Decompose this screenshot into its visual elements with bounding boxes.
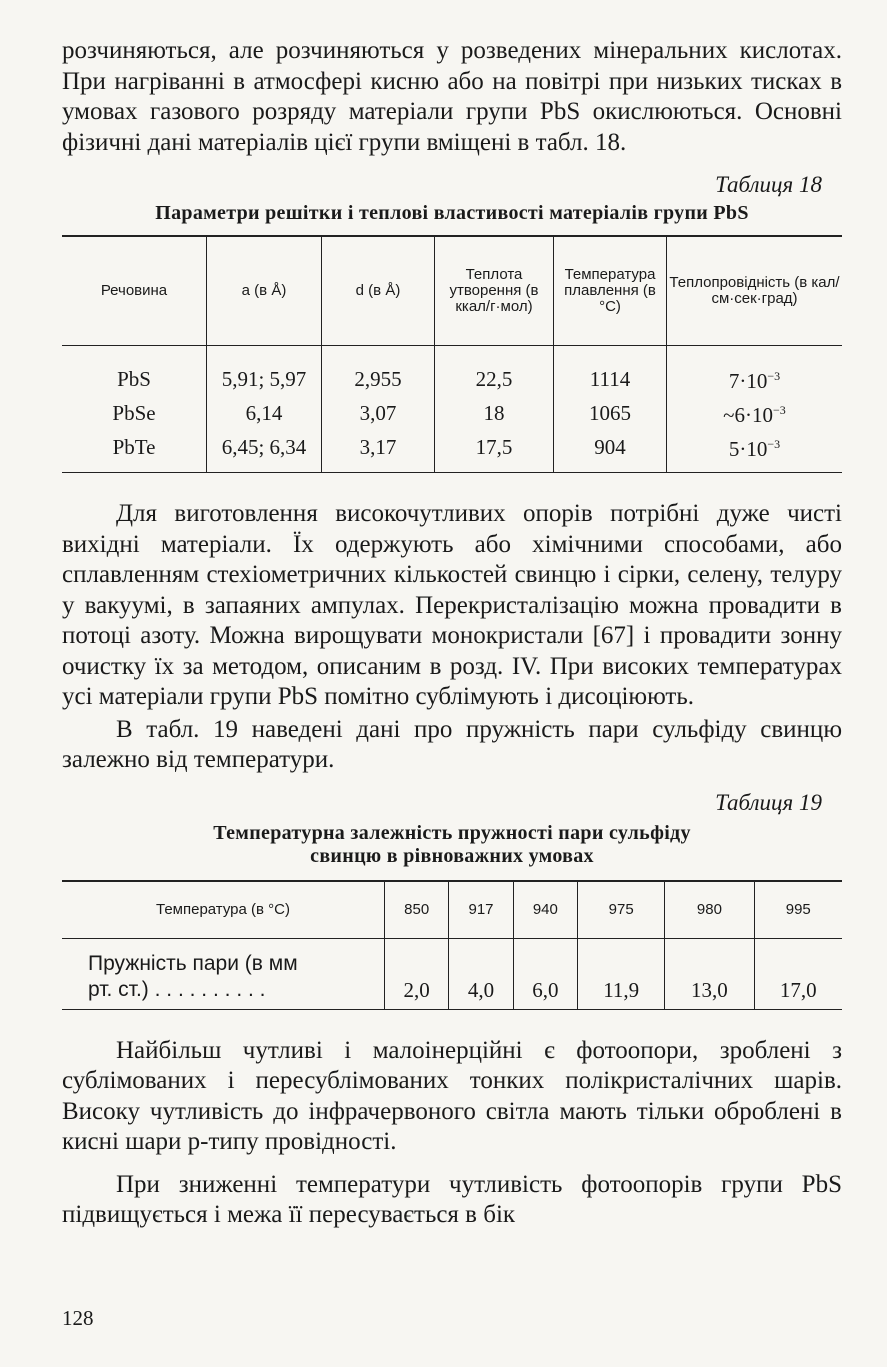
pressure-cell: 11,9 — [578, 938, 665, 1009]
cond-exponent: −3 — [773, 403, 786, 417]
table19-caption: Таблиця 19 — [715, 789, 822, 815]
table-row — [62, 938, 842, 1009]
temp-cell: 940 — [513, 881, 577, 939]
paragraph-5: При зниженні температури чутливість фотоопорів групи PbS підвищується і межа її пересувається в бік — [62, 1170, 842, 1228]
temp-cell: 980 — [665, 881, 754, 939]
paragraph-3: В табл. 19 наведені дані про пружність пари сульфіду свинцю залежно від температури. — [62, 715, 842, 773]
pressure-cell: 6,0 — [513, 938, 577, 1009]
cell-d: 3,07 — [322, 396, 435, 430]
table18-header-conductivity: Теплопровідність (в кал/см·сек·град) — [667, 236, 843, 346]
cond-exponent: −3 — [767, 369, 781, 383]
cell-a: 6,45; 6,34 — [207, 430, 322, 473]
cell-d: 3,17 — [322, 430, 435, 473]
table18 — [62, 235, 842, 473]
cell-a: 5,91; 5,97 — [207, 346, 322, 397]
table19-row-label — [62, 938, 385, 1009]
intro-paragraph: розчиняються, але розчиняються у розведених мінеральних кислотах. При нагріванні в атмосфері кисню або на повітрі при низьких тисках в умовах газового розряду матеріали групи PbS окислюються. Основні фізичні дані матеріалів цієї групи вміщені в табл. 18. — [62, 37, 842, 156]
paragraph-2: Для виготовлення високочутливих опорів потрібні дуже чисті вихідні матеріали. Їх одержують або хімічними способами, або сплавленням стехіометричних кількостей свинцю і сірки, селену, телуру у вакуумі, в запаяних ампулах. Перекристалізацію можна провадити в потоці азоту. Можна вирощувати монокристали [67] і провадити зонну очистку їх за методом, описаним в розд. IV. При високих температурах усі матеріали групи PbS помітно сублімують і дисоціюють. — [62, 500, 842, 710]
pressure-cell: 17,0 — [754, 938, 842, 1009]
table-row — [62, 396, 842, 430]
table19 — [62, 880, 842, 1010]
cond-mantissa: 7·10 — [728, 369, 768, 393]
row-label-line2: рт. ст.) . . . . . . . . . . — [88, 977, 266, 1001]
cond-exponent: −3 — [767, 437, 781, 451]
cell-melt: 1065 — [554, 396, 667, 430]
temp-cell: 917 — [449, 881, 513, 939]
table18-header-d: d (в Å) — [322, 236, 435, 346]
pressure-cell: 13,0 — [665, 938, 754, 1009]
cell-conductivity — [667, 430, 843, 473]
table-row — [62, 346, 842, 397]
table18-caption: Таблиця 18 — [715, 172, 822, 197]
table18-header-row — [62, 236, 842, 346]
table18-header-a: a (в Å) — [207, 236, 322, 346]
cell-heat: 22,5 — [435, 346, 554, 397]
cond-mantissa: 5·10 — [728, 437, 768, 461]
cell-melt: 904 — [554, 430, 667, 473]
temp-cell: 850 — [385, 881, 449, 939]
table18-header-heat: Теплота утворення (в ккал/г·мол) — [435, 236, 554, 346]
cell-substance: PbS — [117, 366, 151, 391]
cond-mantissa: ~6·10 — [723, 403, 774, 427]
table19-header-row — [62, 881, 842, 939]
cell-conductivity — [667, 396, 843, 430]
cell-substance: PbSe — [112, 400, 156, 425]
cell-a: 6,14 — [207, 396, 322, 430]
cell-heat: 18 — [435, 396, 554, 430]
temp-cell: 995 — [754, 881, 842, 939]
pressure-cell: 2,0 — [385, 938, 449, 1009]
page-content — [62, 36, 842, 1231]
table18-header-melt: Температура плавлення (в °C) — [554, 236, 667, 346]
temp-cell: 975 — [578, 881, 665, 939]
table19-title-line2: свинцю в рівноважних умовах — [310, 844, 594, 867]
table18-header-substance: Речовина — [62, 236, 207, 346]
cell-heat: 17,5 — [435, 430, 554, 473]
pressure-cell: 4,0 — [449, 938, 513, 1009]
table19-title-line1: Температурна залежність пружності пари сульфіду — [213, 821, 691, 844]
cell-substance: PbTe — [112, 434, 156, 459]
cell-melt: 1114 — [554, 346, 667, 397]
cell-d: 2,955 — [322, 346, 435, 397]
table18-title: Параметри решітки і теплові властивості матеріалів групи PbS — [155, 202, 749, 224]
table19-header-label: Температура (в °C) — [62, 881, 385, 939]
paragraph-4: Найбільш чутливі і малоінерційні є фотоопори, зроблені з сублімованих і пересублімованих тонких полікристалічних шарів. Високу чутливість до інфрачервоного світла мають тільки оброблені в кисні шари p-типу провідності. — [62, 1036, 842, 1155]
table-row — [62, 430, 842, 473]
cell-conductivity — [667, 346, 843, 397]
row-label-line1: Пружність пари (в мм — [88, 951, 298, 975]
page-number: 128 — [62, 1306, 94, 1330]
